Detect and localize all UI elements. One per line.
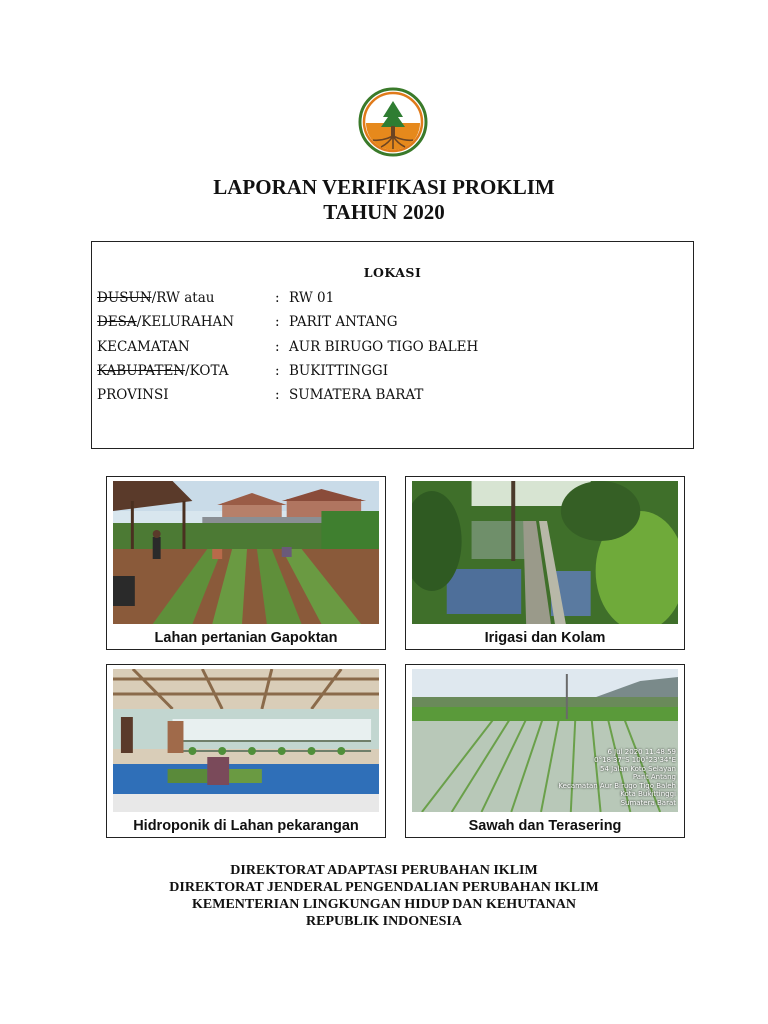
value-provinsi: SUMATERA BARAT [289,387,424,403]
photo-rice-field [405,664,685,838]
location-box [91,241,694,449]
colon: : [275,339,280,355]
stamp-line: 6 Jul 2020 11.48.59 [607,747,676,756]
location-heading: LOKASI [363,265,422,280]
photo-farmland [106,476,386,650]
footer-line: DIREKTORAT ADAPTASI PERUBAHAN IKLIM [230,863,538,878]
footer-block [0,862,768,930]
stamp-line: Kecamatan Aur Birugo Tigo Baleh [558,781,676,790]
colon: : [275,290,280,306]
struck-label: DUSUN [97,290,152,306]
photo-caption: Sawah dan Terasering [468,818,622,834]
hydroponics-image [113,669,379,812]
photo-caption: Hidroponik di Lahan pekarangan [133,818,359,834]
footer-line: DIREKTORAT JENDERAL PENGENDALIAN PERUBAHAN IKLIM [169,880,599,895]
photo-hydroponics [106,664,386,838]
label: /KELURAHAN [136,314,235,330]
stamp-line: Parit Antang [632,773,676,781]
struck-label: KABUPATEN [97,363,186,379]
stamp-line: Kota Bukittinggi [620,790,676,798]
ministry-logo [357,87,429,157]
report-year: TAHUN 2020 [323,200,445,224]
label: PROVINSI [97,387,169,403]
colon: : [275,314,280,330]
struck-label: DESA [97,314,137,330]
farmland-image [113,481,379,624]
colon: : [275,363,280,379]
photo-caption: Lahan pertanian Gapoktan [154,630,338,646]
value-kecamatan: AUR BIRUGO TIGO BALEH [289,339,479,355]
label: KECAMATAN [97,339,190,355]
stamp-line: Sumatera Barat [620,798,676,807]
footer-line: KEMENTERIAN LINGKUNGAN HIDUP DAN KEHUTANAN [192,897,576,912]
value-kota: BUKITTINGGI [289,363,389,379]
value-kelurahan: PARIT ANTANG [289,314,398,330]
geotag-stamp [558,748,676,808]
irrigation-image [412,481,678,624]
stamp-line: 0°18'37"S 100°23'34"E [594,756,676,764]
footer-line: REPUBLIK INDONESIA [306,914,462,929]
photo-irrigation [405,476,685,650]
report-title: LAPORAN VERIFIKASI PROKLIM [213,175,555,199]
label: /RW atau [151,290,215,306]
label: /KOTA [185,363,229,379]
colon: : [275,387,280,403]
value-rw: RW 01 [289,290,335,306]
stamp-line: 54 Jalan Koto Selayan [599,764,676,773]
photo-caption: Irigasi dan Kolam [484,630,606,646]
